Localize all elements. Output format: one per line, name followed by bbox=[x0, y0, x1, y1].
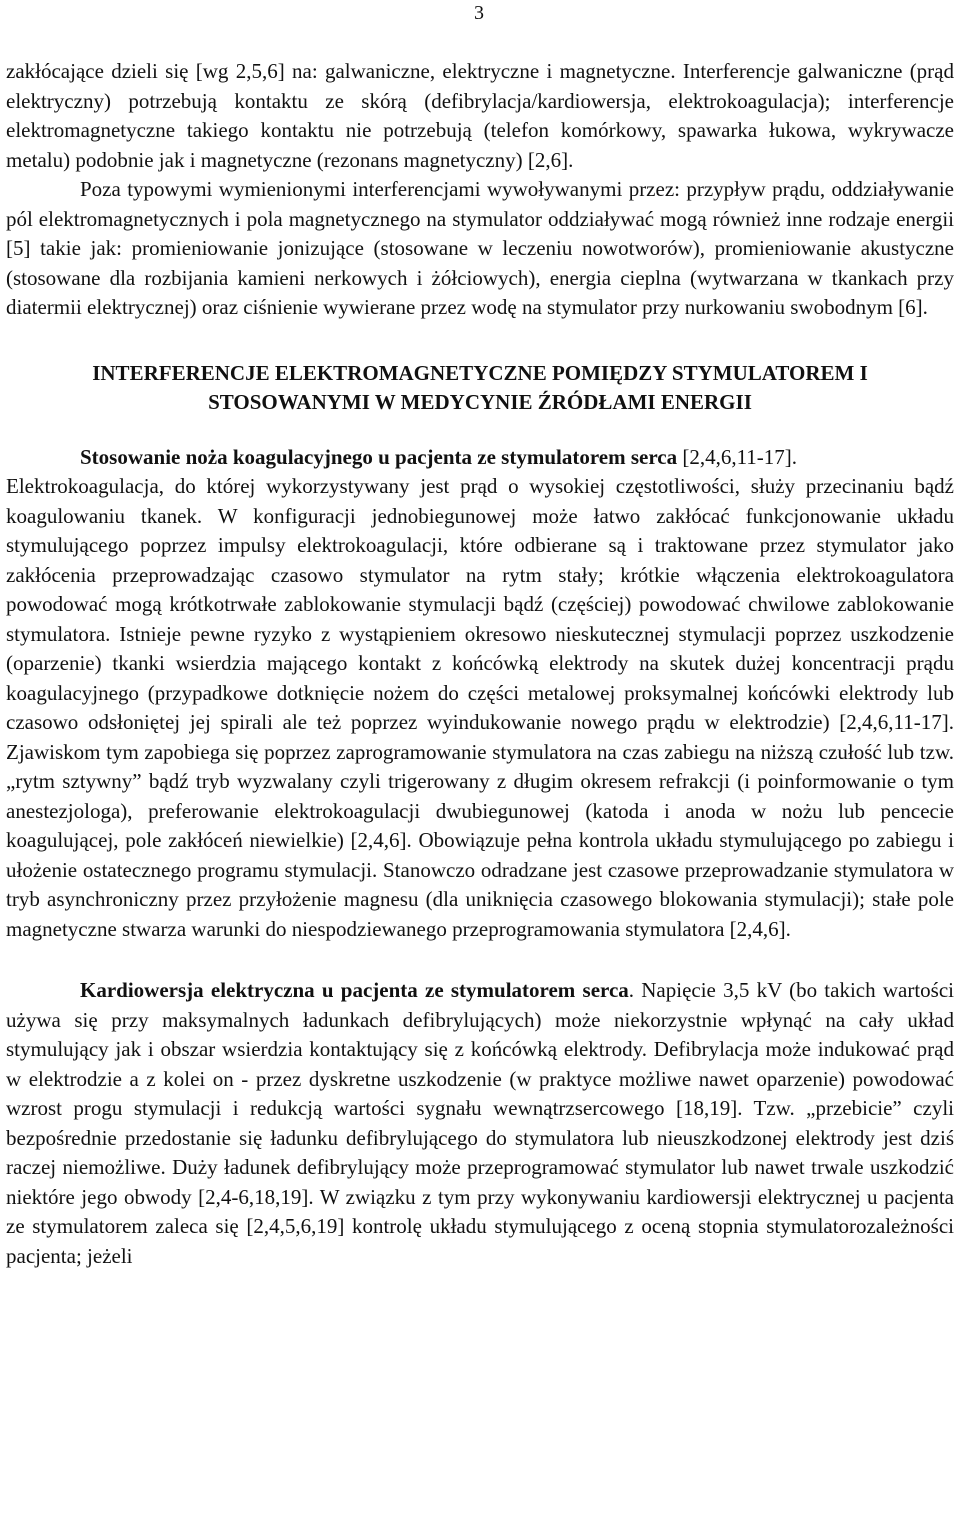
page-number: 3 bbox=[474, 2, 484, 24]
section-heading-line-2: STOSOWANYMI W MEDYCYNIE ŹRÓDŁAMI ENERGII bbox=[208, 389, 752, 414]
paragraph-interference-types: zakłócające dzieli się [wg 2,5,6] na: galwaniczne, elektryczne i magnetyczne. Interferencje galwaniczne (prąd elektryczny) potrzebują kontaktu ze skórą (defibrylacja/kardiowersja, elektrokoagulacja); interferencje elektromagnetyczne takiego kontaktu nie potrzebują (telefon komórkowy, spawarka łukowa, wykrywacze metalu) podobnie jak i magnetyczne (rezonans magnetyczny) [2,6]. bbox=[6, 59, 954, 172]
section-heading bbox=[6, 359, 954, 417]
paragraph-coagulation-body: Elektrokoagulacja, do której wykorzystywany jest prąd o wysokiej częstotliwości, służy przecinaniu bądź koagulowaniu tkanek. W konfiguracji jednobiegunowej może łatwo zakłócać funkcjonowanie układu stymulującego poprzez impulsy elektrokoagulacji, które odbierane są i traktowane przez stymulator jako zakłócenia przeprowadzając czasowo stymulator na rytm stały; krótkie włączenia elektrokoagulatora powodować mogą krótkotrwałe zablokowanie stymulacji bądź (częściej) powodować chwilowe zablokowanie stymulatora. Istnieje pewne ryzyko z wystąpieniem okresowo nieskutecznej stymulacji poprzez uszkodzenie (oparzenie) tkanki wsierdzia mającego kontakt z końcówką elektrody na skutek dużej koncentracji prądu koagulacyjnego (przypadkowe dotknięcie nożem do części metalowej proksymalnej końcówki elektrody lub czasowo odsłoniętej jej spirali ale też poprzez wyindukowanie nowego prądu w elektrodzie) [2,4,6,11-17]. Zjawiskom tym zapobiega się poprzez zaprogramowanie stymulatora na czas zabiegu na niższą czułość lub tzw. „rytm sztywny” bądź tryb wyzwalany czyli trigerowany z długim okresem refrakcji (i poinformowanie o tym anestezjologa), preferowanie elektrokoagulacji dwubiegunowej (katoda i anoda w nożu lub pencecie koagulującej, pole zakłóceń niewielkie) [2,4,6]. Obowiązuje pełna kontrola układu stymulującego po zabiegu i ułożenie ostatecznego programu stymulacji. Stanowczo odradzane jest czasowe przeprowadzanie stymulatora w tryb asynchroniczny przez przyłożenie magnesu (dla uniknięcia czasowego blokowania stymulacji); stałe pole magnetyczne stwarza warunki do niespodziewanego przeprogramowania stymulatora [2,4,6]. bbox=[6, 474, 954, 941]
paragraph-cardioversion bbox=[6, 976, 954, 1271]
subsection-title-cardioversion: Kardiowersja elektryczna u pacjenta ze stymulatorem serca bbox=[80, 978, 629, 1002]
subsection-title-coagulation: Stosowanie noża koagulacyjnego u pacjenta ze stymulatorem serca bbox=[80, 444, 678, 469]
subsection-ref-coagulation: [2,4,6,11-17]. bbox=[677, 444, 798, 469]
subsection-body-cardioversion: . Napięcie 3,5 kV (bo takich wartości używa się przy maksymalnych ładunkach defibrylujących) może niekorzystnie wpłynąć na cały układ stymulujący jak i obszar wsierdzia kontaktujący się z końcówką elektrody. Defibrylacja może indukować prąd w elektrodzie a z kolei on - przez dyskretne uszkodzenie (w praktyce możliwe nawet oparzenie) powodować wzrost progu stymulacji i redukcją wartości sygnału wewnątrzsercowego [18,19]. Tzw. „przebicie” czyli bezpośrednie przedostanie się ładunku defibrylującego do stymulatora lub nieuszkodzonej elektrody jest dziś raczej niemożliwe. Duży ładunek defibrylujący może przeprogramować stymulator lub nawet trwale uszkodzić niektóre jego obwody [2,4-6,18,19]. W związku z tym przy wykonywaniu kardiowersji elektrycznej u pacjenta ze stymulatorem zaleca się [2,4,5,6,19] kontrolę układu stymulującego z oceną stopnia stymulatorozależności pacjenta; jeżeli bbox=[6, 978, 954, 1268]
document-body bbox=[6, 57, 954, 1271]
paragraph-other-energy-sources: Poza typowymi wymienionymi interferencjami wywoływanymi przez: przypływ prądu, oddziaływanie pól elektromagnetycznych i pola magnetycznego na stymulator oddziaływać mogą również inne rodzaje energii [5] takie jak: promieniowanie jonizujące (stosowane w leczeniu nowotworów), promieniowanie akustyczne (stosowane dla rozbijania kamieni nerkowych i żółciowych), energia cieplna (wytwarzana w tkankach przy diatermii elektrycznej) oraz ciśnienie wywierane przez wodę na stymulator przy nurkowaniu swobodnym [6]. bbox=[6, 177, 954, 319]
section-heading-line-1: INTERFERENCJE ELEKTROMAGNETYCZNE POMIĘDZY STYMULATOREM I bbox=[92, 360, 868, 385]
paragraph-coagulation bbox=[6, 443, 954, 473]
